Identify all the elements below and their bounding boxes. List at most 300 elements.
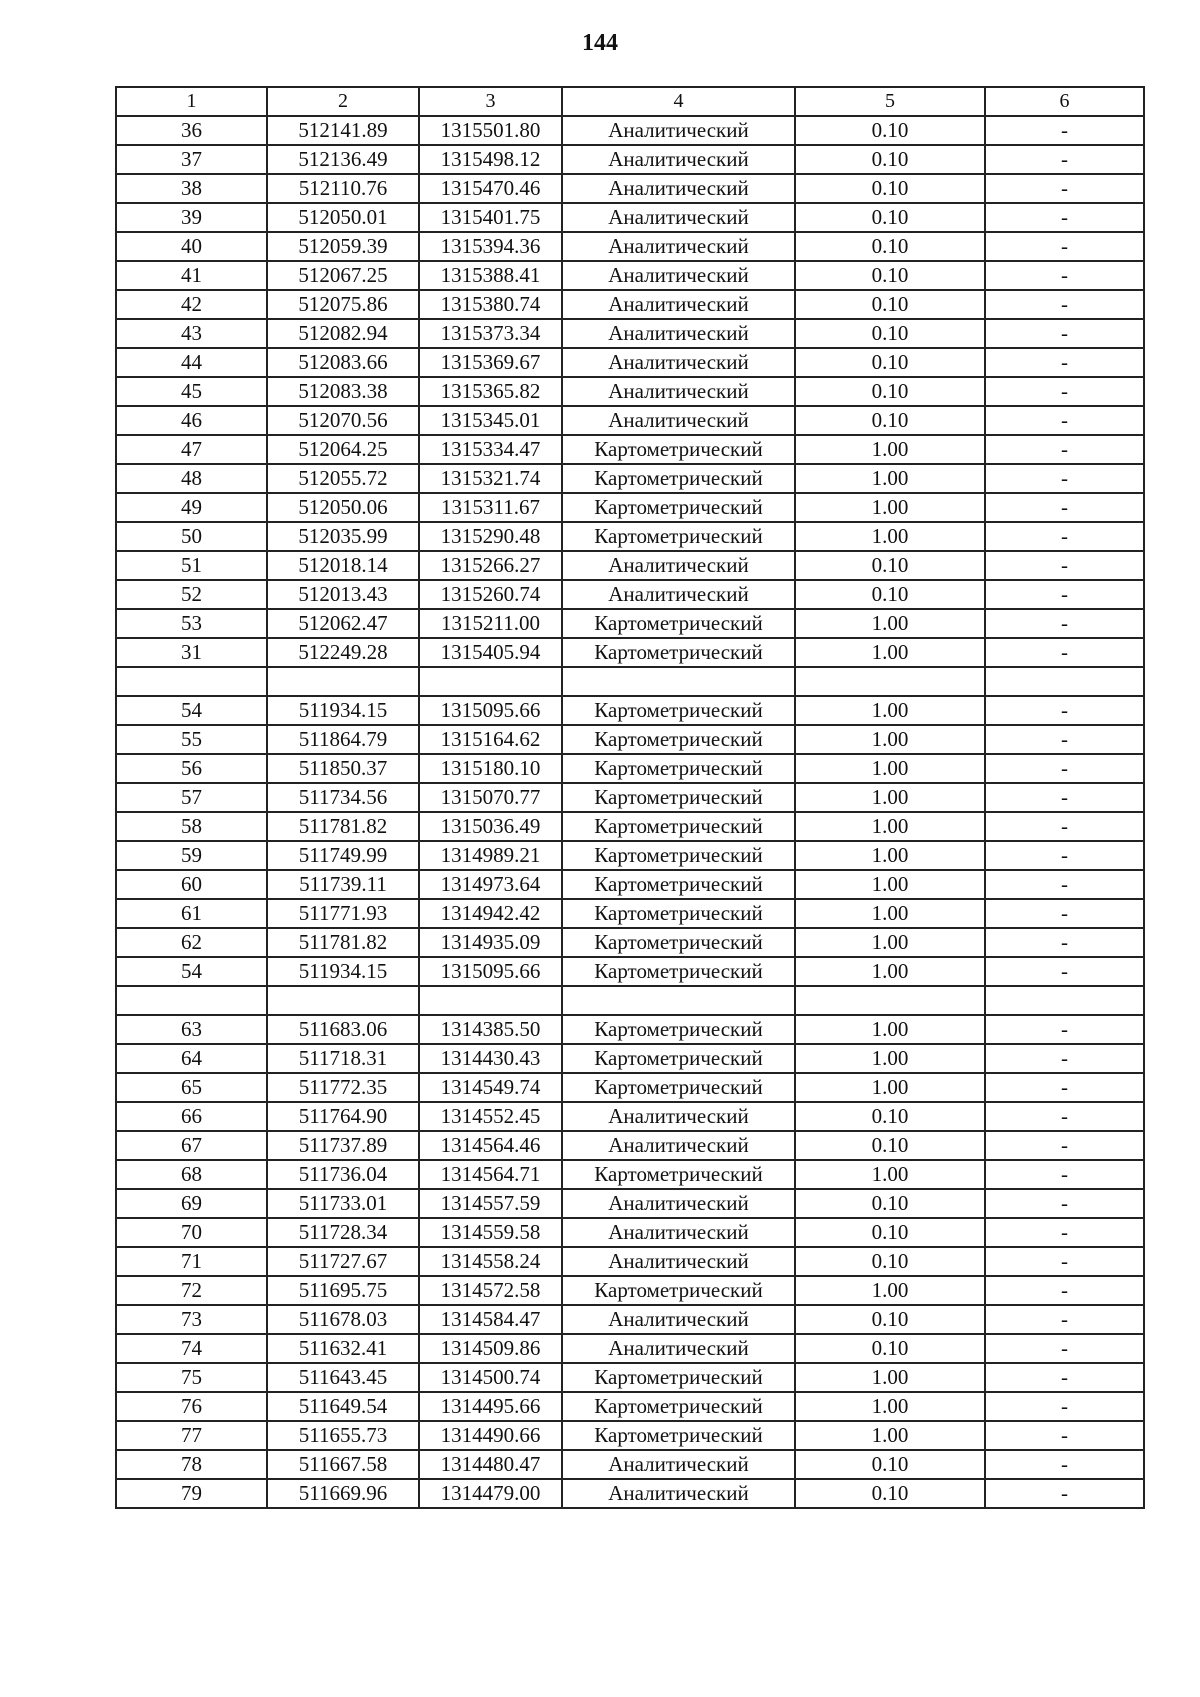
- cell-method: Аналитический: [562, 290, 795, 319]
- cell-method: Картометрический: [562, 1015, 795, 1044]
- table-row: [116, 1102, 1144, 1131]
- table-row: [116, 435, 1144, 464]
- cell-point-number: 66: [116, 1102, 267, 1131]
- cell-coord-y: 1315180.10: [419, 754, 562, 783]
- table-row: [116, 145, 1144, 174]
- cell-accuracy: 0.10: [795, 1218, 985, 1247]
- cell-note: -: [985, 1305, 1144, 1334]
- cell-method: Картометрический: [562, 1276, 795, 1305]
- cell-accuracy: 1.00: [795, 696, 985, 725]
- cell-point-number: 68: [116, 1160, 267, 1189]
- table-row: [116, 783, 1144, 812]
- cell-note: -: [985, 1073, 1144, 1102]
- cell-coord-y: 1314549.74: [419, 1073, 562, 1102]
- cell-coord-y: 1315164.62: [419, 725, 562, 754]
- cell-point-number: 74: [116, 1334, 267, 1363]
- cell-accuracy: 0.10: [795, 1450, 985, 1479]
- cell-method: Аналитический: [562, 1450, 795, 1479]
- cell-note: -: [985, 232, 1144, 261]
- cell-accuracy: 1.00: [795, 1160, 985, 1189]
- table-row: [116, 1334, 1144, 1363]
- cell-coord-y: [419, 667, 562, 696]
- cell-coord-y: 1315266.27: [419, 551, 562, 580]
- cell-note: -: [985, 1218, 1144, 1247]
- cell-coord-y: 1314385.50: [419, 1015, 562, 1044]
- cell-accuracy: 1.00: [795, 899, 985, 928]
- cell-accuracy: 0.10: [795, 1479, 985, 1508]
- cell-coord-x: 512070.56: [267, 406, 419, 435]
- table-row: [116, 1218, 1144, 1247]
- cell-coord-y: 1314552.45: [419, 1102, 562, 1131]
- cell-coord-x: 511781.82: [267, 928, 419, 957]
- cell-point-number: 72: [116, 1276, 267, 1305]
- table-row: [116, 1363, 1144, 1392]
- cell-point-number: 37: [116, 145, 267, 174]
- cell-method: Картометрический: [562, 725, 795, 754]
- cell-point-number: 62: [116, 928, 267, 957]
- cell-coord-x: 512082.94: [267, 319, 419, 348]
- cell-accuracy: 0.10: [795, 377, 985, 406]
- cell-point-number: [116, 986, 267, 1015]
- table-row: [116, 319, 1144, 348]
- cell-point-number: 61: [116, 899, 267, 928]
- cell-point-number: 75: [116, 1363, 267, 1392]
- cell-method: Аналитический: [562, 203, 795, 232]
- cell-method: Картометрический: [562, 1421, 795, 1450]
- cell-accuracy: 0.10: [795, 1102, 985, 1131]
- cell-note: -: [985, 551, 1144, 580]
- cell-accuracy: 0.10: [795, 261, 985, 290]
- cell-point-number: 52: [116, 580, 267, 609]
- cell-accuracy: 0.10: [795, 174, 985, 203]
- table-row: [116, 1044, 1144, 1073]
- cell-coord-x: 511734.56: [267, 783, 419, 812]
- cell-coord-y: 1315095.66: [419, 957, 562, 986]
- cell-point-number: 55: [116, 725, 267, 754]
- cell-coord-x: 511764.90: [267, 1102, 419, 1131]
- cell-method: Картометрический: [562, 783, 795, 812]
- cell-note: -: [985, 174, 1144, 203]
- cell-accuracy: 1.00: [795, 1073, 985, 1102]
- cell-note: -: [985, 1276, 1144, 1305]
- header-cell-6: 6: [985, 87, 1144, 116]
- cell-note: [985, 667, 1144, 696]
- cell-accuracy: 0.10: [795, 348, 985, 377]
- cell-accuracy: 1.00: [795, 638, 985, 667]
- cell-coord-x: 511649.54: [267, 1392, 419, 1421]
- table-body: [116, 116, 1144, 1508]
- cell-method: Аналитический: [562, 377, 795, 406]
- cell-coord-y: 1315501.80: [419, 116, 562, 145]
- cell-note: -: [985, 145, 1144, 174]
- table-row: [116, 899, 1144, 928]
- cell-coord-x: 512136.49: [267, 145, 419, 174]
- table-row: [116, 464, 1144, 493]
- cell-note: -: [985, 435, 1144, 464]
- cell-point-number: 69: [116, 1189, 267, 1218]
- cell-coord-y: 1314558.24: [419, 1247, 562, 1276]
- cell-note: -: [985, 870, 1144, 899]
- cell-accuracy: 0.10: [795, 1189, 985, 1218]
- cell-coord-y: 1315394.36: [419, 232, 562, 261]
- table-row: [116, 522, 1144, 551]
- table-row: [116, 754, 1144, 783]
- cell-point-number: 46: [116, 406, 267, 435]
- cell-accuracy: 0.10: [795, 1131, 985, 1160]
- cell-coord-y: 1315290.48: [419, 522, 562, 551]
- page-number: 144: [582, 30, 618, 56]
- cell-method: Картометрический: [562, 841, 795, 870]
- cell-point-number: 42: [116, 290, 267, 319]
- cell-method: Аналитический: [562, 406, 795, 435]
- cell-accuracy: 0.10: [795, 1334, 985, 1363]
- cell-point-number: 53: [116, 609, 267, 638]
- cell-method: Картометрический: [562, 1073, 795, 1102]
- cell-coord-x: 511739.11: [267, 870, 419, 899]
- cell-point-number: 79: [116, 1479, 267, 1508]
- cell-note: -: [985, 290, 1144, 319]
- cell-point-number: 45: [116, 377, 267, 406]
- table-row: [116, 1421, 1144, 1450]
- cell-coord-x: 512075.86: [267, 290, 419, 319]
- cell-point-number: 57: [116, 783, 267, 812]
- cell-coord-x: 511728.34: [267, 1218, 419, 1247]
- cell-note: -: [985, 203, 1144, 232]
- header-cell-5: 5: [795, 87, 985, 116]
- table-row: [116, 1247, 1144, 1276]
- cell-note: -: [985, 348, 1144, 377]
- cell-note: -: [985, 1450, 1144, 1479]
- cell-method: Аналитический: [562, 1247, 795, 1276]
- table-row: [116, 841, 1144, 870]
- cell-method: [562, 986, 795, 1015]
- header-cell-4: 4: [562, 87, 795, 116]
- cell-coord-x: 511695.75: [267, 1276, 419, 1305]
- table-row: [116, 1160, 1144, 1189]
- cell-point-number: 63: [116, 1015, 267, 1044]
- table-row: [116, 1305, 1144, 1334]
- cell-note: -: [985, 638, 1144, 667]
- cell-coord-y: 1315070.77: [419, 783, 562, 812]
- table-row: [116, 609, 1144, 638]
- cell-coord-x: 511771.93: [267, 899, 419, 928]
- cell-note: -: [985, 899, 1144, 928]
- cell-coord-x: 512141.89: [267, 116, 419, 145]
- cell-note: -: [985, 377, 1144, 406]
- cell-method: Картометрический: [562, 754, 795, 783]
- cell-coord-y: 1314495.66: [419, 1392, 562, 1421]
- cell-point-number: 49: [116, 493, 267, 522]
- table-row: [116, 812, 1144, 841]
- cell-coord-y: 1314509.86: [419, 1334, 562, 1363]
- cell-coord-y: 1315036.49: [419, 812, 562, 841]
- cell-coord-x: 512059.39: [267, 232, 419, 261]
- cell-accuracy: 1.00: [795, 493, 985, 522]
- cell-coord-y: 1314430.43: [419, 1044, 562, 1073]
- cell-method: Картометрический: [562, 870, 795, 899]
- cell-coord-y: 1315260.74: [419, 580, 562, 609]
- cell-accuracy: 1.00: [795, 1392, 985, 1421]
- cell-point-number: 47: [116, 435, 267, 464]
- cell-coord-x: 512055.72: [267, 464, 419, 493]
- cell-point-number: 43: [116, 319, 267, 348]
- cell-method: Картометрический: [562, 812, 795, 841]
- cell-note: -: [985, 609, 1144, 638]
- table-row: [116, 957, 1144, 986]
- table-row: [116, 725, 1144, 754]
- cell-method: Картометрический: [562, 464, 795, 493]
- cell-coord-x: 511643.45: [267, 1363, 419, 1392]
- table-row: [116, 638, 1144, 667]
- cell-coord-x: 512064.25: [267, 435, 419, 464]
- cell-coord-x: 512050.01: [267, 203, 419, 232]
- cell-coord-x: 511655.73: [267, 1421, 419, 1450]
- cell-coord-x: 512067.25: [267, 261, 419, 290]
- cell-coord-x: 511772.35: [267, 1073, 419, 1102]
- cell-note: -: [985, 1421, 1144, 1450]
- cell-coord-y: 1314572.58: [419, 1276, 562, 1305]
- cell-accuracy: 0.10: [795, 145, 985, 174]
- cell-method: Аналитический: [562, 1189, 795, 1218]
- cell-accuracy: 1.00: [795, 812, 985, 841]
- cell-point-number: 56: [116, 754, 267, 783]
- cell-method: Картометрический: [562, 696, 795, 725]
- cell-method: Аналитический: [562, 1218, 795, 1247]
- cell-coord-y: 1315365.82: [419, 377, 562, 406]
- cell-point-number: 39: [116, 203, 267, 232]
- cell-coord-x: 511864.79: [267, 725, 419, 754]
- cell-method: Аналитический: [562, 1305, 795, 1334]
- cell-point-number: 78: [116, 1450, 267, 1479]
- separator-row: [116, 986, 1144, 1015]
- cell-accuracy: 1.00: [795, 870, 985, 899]
- cell-method: Картометрический: [562, 435, 795, 464]
- table-row: [116, 1131, 1144, 1160]
- cell-method: Аналитический: [562, 116, 795, 145]
- cell-coord-y: 1315380.74: [419, 290, 562, 319]
- cell-point-number: 73: [116, 1305, 267, 1334]
- cell-note: -: [985, 754, 1144, 783]
- cell-note: -: [985, 783, 1144, 812]
- cell-method: Аналитический: [562, 348, 795, 377]
- cell-accuracy: 0.10: [795, 1247, 985, 1276]
- cell-note: -: [985, 319, 1144, 348]
- cell-point-number: 50: [116, 522, 267, 551]
- cell-coord-y: 1314490.66: [419, 1421, 562, 1450]
- cell-note: -: [985, 1015, 1144, 1044]
- table-row: [116, 580, 1144, 609]
- cell-method: Картометрический: [562, 1392, 795, 1421]
- cell-coord-x: 512018.14: [267, 551, 419, 580]
- cell-point-number: 71: [116, 1247, 267, 1276]
- cell-note: [985, 986, 1144, 1015]
- cell-note: -: [985, 1247, 1144, 1276]
- cell-coord-x: 511736.04: [267, 1160, 419, 1189]
- cell-point-number: 64: [116, 1044, 267, 1073]
- cell-coord-y: 1315388.41: [419, 261, 562, 290]
- cell-point-number: 36: [116, 116, 267, 145]
- table-row: [116, 696, 1144, 725]
- cell-coord-y: 1314584.47: [419, 1305, 562, 1334]
- cell-method: Аналитический: [562, 1102, 795, 1131]
- cell-point-number: 38: [116, 174, 267, 203]
- cell-method: Картометрический: [562, 1363, 795, 1392]
- cell-coord-y: 1315095.66: [419, 696, 562, 725]
- cell-accuracy: 0.10: [795, 203, 985, 232]
- cell-point-number: 40: [116, 232, 267, 261]
- cell-note: -: [985, 1363, 1144, 1392]
- cell-point-number: 76: [116, 1392, 267, 1421]
- cell-coord-x: 511781.82: [267, 812, 419, 841]
- cell-accuracy: 0.10: [795, 290, 985, 319]
- cell-point-number: 48: [116, 464, 267, 493]
- cell-accuracy: 1.00: [795, 435, 985, 464]
- cell-coord-y: 1314935.09: [419, 928, 562, 957]
- table-row: [116, 1392, 1144, 1421]
- cell-method: Аналитический: [562, 145, 795, 174]
- cell-coord-y: 1314480.47: [419, 1450, 562, 1479]
- cell-coord-x: 511632.41: [267, 1334, 419, 1363]
- cell-note: -: [985, 928, 1144, 957]
- cell-note: -: [985, 1102, 1144, 1131]
- table-header: [116, 87, 1144, 116]
- cell-coord-y: 1314500.74: [419, 1363, 562, 1392]
- coordinates-table: [115, 86, 1145, 1509]
- header-cell-3: 3: [419, 87, 562, 116]
- cell-note: -: [985, 1189, 1144, 1218]
- cell-accuracy: 1.00: [795, 1044, 985, 1073]
- cell-method: Картометрический: [562, 928, 795, 957]
- cell-accuracy: 1.00: [795, 1363, 985, 1392]
- cell-coord-y: 1315401.75: [419, 203, 562, 232]
- table-row: [116, 203, 1144, 232]
- cell-coord-x: 511850.37: [267, 754, 419, 783]
- cell-accuracy: 0.10: [795, 232, 985, 261]
- cell-note: -: [985, 464, 1144, 493]
- cell-coord-y: 1315321.74: [419, 464, 562, 493]
- header-cell-1: 1: [116, 87, 267, 116]
- cell-coord-x: 511683.06: [267, 1015, 419, 1044]
- table-row: [116, 1073, 1144, 1102]
- cell-note: -: [985, 725, 1144, 754]
- cell-coord-y: 1315334.47: [419, 435, 562, 464]
- table-row: [116, 406, 1144, 435]
- cell-point-number: 44: [116, 348, 267, 377]
- table-row: [116, 1276, 1144, 1305]
- table-row: [116, 377, 1144, 406]
- cell-accuracy: 1.00: [795, 1015, 985, 1044]
- cell-coord-y: 1314559.58: [419, 1218, 562, 1247]
- cell-method: Аналитический: [562, 319, 795, 348]
- cell-point-number: 54: [116, 696, 267, 725]
- cell-coord-y: 1315311.67: [419, 493, 562, 522]
- cell-accuracy: 1.00: [795, 783, 985, 812]
- cell-accuracy: 1.00: [795, 464, 985, 493]
- cell-note: -: [985, 841, 1144, 870]
- cell-point-number: 77: [116, 1421, 267, 1450]
- cell-method: Аналитический: [562, 580, 795, 609]
- cell-coord-x: 512110.76: [267, 174, 419, 203]
- cell-method: Аналитический: [562, 1334, 795, 1363]
- table-row: [116, 348, 1144, 377]
- cell-coord-x: 512062.47: [267, 609, 419, 638]
- table-row: [116, 116, 1144, 145]
- cell-note: -: [985, 580, 1144, 609]
- cell-point-number: 60: [116, 870, 267, 899]
- cell-coord-x: 512083.38: [267, 377, 419, 406]
- cell-coord-x: 511737.89: [267, 1131, 419, 1160]
- cell-coord-y: 1315405.94: [419, 638, 562, 667]
- cell-point-number: 70: [116, 1218, 267, 1247]
- table-row: [116, 261, 1144, 290]
- table-row: [116, 1189, 1144, 1218]
- cell-point-number: 54: [116, 957, 267, 986]
- table-row: [116, 1450, 1144, 1479]
- cell-method: Аналитический: [562, 1479, 795, 1508]
- cell-accuracy: 0.10: [795, 116, 985, 145]
- cell-coord-x: [267, 667, 419, 696]
- cell-accuracy: 1.00: [795, 725, 985, 754]
- cell-coord-y: 1315470.46: [419, 174, 562, 203]
- cell-method: Картометрический: [562, 1160, 795, 1189]
- cell-accuracy: [795, 986, 985, 1015]
- table-row: [116, 1479, 1144, 1508]
- cell-note: -: [985, 406, 1144, 435]
- cell-method: Аналитический: [562, 1131, 795, 1160]
- cell-coord-x: [267, 986, 419, 1015]
- cell-point-number: 67: [116, 1131, 267, 1160]
- cell-coord-x: 511667.58: [267, 1450, 419, 1479]
- cell-note: -: [985, 1392, 1144, 1421]
- cell-note: -: [985, 1334, 1144, 1363]
- cell-coord-x: 512035.99: [267, 522, 419, 551]
- cell-coord-x: 512050.06: [267, 493, 419, 522]
- cell-point-number: [116, 667, 267, 696]
- cell-coord-x: 512013.43: [267, 580, 419, 609]
- cell-accuracy: 1.00: [795, 609, 985, 638]
- cell-coord-x: 511718.31: [267, 1044, 419, 1073]
- table-row: [116, 174, 1144, 203]
- cell-coord-y: [419, 986, 562, 1015]
- cell-method: Аналитический: [562, 174, 795, 203]
- cell-accuracy: 1.00: [795, 841, 985, 870]
- cell-coord-x: 511934.15: [267, 957, 419, 986]
- cell-accuracy: 0.10: [795, 319, 985, 348]
- cell-coord-y: 1314479.00: [419, 1479, 562, 1508]
- cell-coord-y: 1315373.34: [419, 319, 562, 348]
- cell-method: Картометрический: [562, 493, 795, 522]
- table-row: [116, 232, 1144, 261]
- cell-accuracy: 1.00: [795, 522, 985, 551]
- cell-coord-y: 1315345.01: [419, 406, 562, 435]
- cell-method: Картометрический: [562, 1044, 795, 1073]
- cell-note: -: [985, 957, 1144, 986]
- cell-method: Аналитический: [562, 261, 795, 290]
- cell-coord-x: 511733.01: [267, 1189, 419, 1218]
- cell-coord-y: 1314557.59: [419, 1189, 562, 1218]
- cell-coord-y: 1315211.00: [419, 609, 562, 638]
- table-row: [116, 551, 1144, 580]
- table-row: [116, 493, 1144, 522]
- cell-note: -: [985, 261, 1144, 290]
- table-row: [116, 928, 1144, 957]
- cell-coord-x: 511934.15: [267, 696, 419, 725]
- cell-accuracy: 1.00: [795, 754, 985, 783]
- header-row: [116, 87, 1144, 116]
- cell-coord-x: 512083.66: [267, 348, 419, 377]
- cell-accuracy: 1.00: [795, 1421, 985, 1450]
- table-row: [116, 290, 1144, 319]
